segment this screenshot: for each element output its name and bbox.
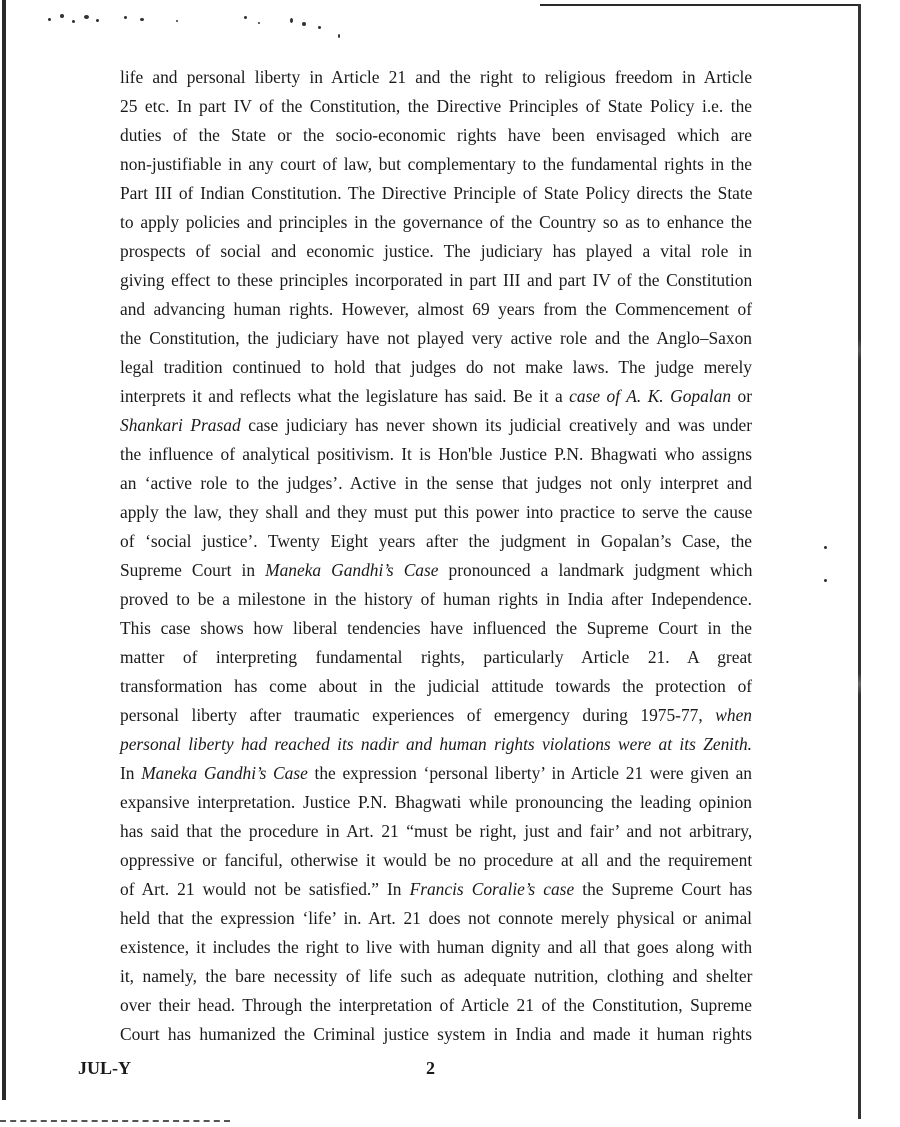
page-number: 2 [426,1058,435,1078]
text-line [120,295,752,324]
text-segment: of Art. 21 would not be satisfied.” In [120,879,410,899]
text-line [120,730,752,759]
text-line [120,498,752,527]
scan-border-bottom [0,1120,230,1122]
scan-border-top [540,4,860,6]
text-segment: the influence of analytical positivism. It is Hon'ble Justice P.N. Bhagwati who assigns [120,444,752,464]
text-segment: held that the expression ‘life’ in. Art. 21 does not connote merely physical or animal [120,908,753,928]
text-line [120,382,752,411]
text-segment: the Supreme Court has [574,879,753,899]
text-segment: existence, it includes the right to live with human dignity and all that goes along with [120,937,753,957]
text-segment: it, namely, the bare necessity of life such as adequate nutrition, clothing and shelter [120,966,753,986]
text-line [120,875,752,904]
text-segment: to apply policies and principles in the governance of the Country so as to enhance the [120,212,752,232]
text-segment: life and personal liberty in Article 21 and the right to religious freedom in Article [120,67,753,87]
text-segment: proved to be a milestone in the history of human rights in India after Independence. [120,589,752,609]
text-segment: of ‘social justice’. Twenty Eight years after the judgment in Gopalan’s Case, the [120,531,752,551]
text-line [120,904,752,933]
text-line [120,817,752,846]
text-line [120,208,752,237]
text-segment: interprets it and reflects what the legislature has said. Be it a [120,386,570,406]
text-line [120,933,752,962]
text-segment: or [731,386,752,406]
text-line [120,991,752,1020]
body-paragraph [120,63,752,1049]
text-segment: transformation has come about in the judicial attitude towards the protection of [120,676,753,696]
text-line [120,1020,752,1049]
text-line [120,237,752,266]
text-segment: In [120,763,142,783]
text-segment: an ‘active role to the judges’. Active in the sense that judges not only interpret and [120,473,752,493]
italic-text: Maneka Gandhi’s Case [141,763,308,783]
text-line [120,150,752,179]
text-segment: matter of interpreting fundamental rights, particularly Article 21. A great [120,647,752,667]
text-line [120,266,752,295]
scan-border-right [858,4,861,1119]
scan-border-left [2,0,6,1100]
text-segment: prospects of social and economic justice. The judiciary has played a vital role in [120,241,752,261]
text-segment: giving effect to these principles incorporated in part III and part IV of the Constitution [120,270,753,290]
text-line [120,440,752,469]
text-line [120,324,752,353]
text-line [120,121,752,150]
text-segment: 25 etc. In part IV of the Constitution, the Directive Principles of State Policy i.e. the [120,96,752,116]
text-line [120,527,752,556]
text-segment: the expression ‘personal liberty’ in Article 21 were given an [307,763,753,783]
text-line [120,846,752,875]
document-code: JUL-Y [78,1058,131,1078]
text-line [120,556,752,585]
text-segment: and advancing human rights. However, almost 69 years from the Commencement of [120,299,753,319]
text-line [120,788,752,817]
text-line [120,411,752,440]
italic-text: Francis Coralie’s case [409,879,575,899]
italic-text: Maneka Gandhi’s Case [265,560,439,580]
text-segment: Supreme Court in [120,560,266,580]
text-line [120,585,752,614]
text-line [120,672,752,701]
text-segment: legal tradition continued to hold that judges do not make laws. The judge merely [120,357,752,377]
text-line [120,643,752,672]
text-segment: the Constitution, the judiciary have not played very active role and the Anglo–Saxon [120,328,752,348]
text-line [120,353,752,382]
text-segment: duties of the State or the socio-economic rights have been envisaged which are [120,125,752,145]
text-segment: has said that the procedure in Art. 21 “must be right, just and fair’ and not arbitrary, [120,821,753,841]
text-segment: personal liberty after traumatic experiences of emergency during 1975-77, [120,705,716,725]
text-line [120,179,752,208]
text-segment: apply the law, they shall and they must put this power into practice to serve the cause [120,502,753,522]
text-segment: This case shows how liberal tendencies have influenced the Supreme Court in the [120,618,752,638]
italic-text: personal liberty had reached its nadir and human rights violations were at its Zenith. [120,734,752,754]
text-segment: pronounced a landmark judgment which [438,560,753,580]
text-segment: over their head. Through the interpretation of Article 21 of the Constitution, Supreme [120,995,752,1015]
text-line [120,701,752,730]
text-line [120,92,752,121]
text-segment: case judiciary has never shown its judicial creatively and was under [240,415,753,435]
italic-text: case of A. K. Gopalan [569,386,732,406]
italic-text: when [715,705,752,725]
text-line [120,614,752,643]
italic-text: Shankari Prasad [120,415,241,435]
text-segment: oppressive or fanciful, otherwise it would be no procedure at all and the requirement [120,850,753,870]
text-line [120,759,752,788]
text-segment: Court has humanized the Criminal justice system in India and made it human rights [120,1024,753,1044]
text-line [120,962,752,991]
text-segment: Part III of Indian Constitution. The Directive Principle of State Policy directs the State [120,183,753,203]
text-segment: expansive interpretation. Justice P.N. Bhagwati while pronouncing the leading opinion [120,792,752,812]
text-line [120,469,752,498]
text-line [120,63,752,92]
text-segment: non-justifiable in any court of law, but complementary to the fundamental rights in the [120,154,752,174]
